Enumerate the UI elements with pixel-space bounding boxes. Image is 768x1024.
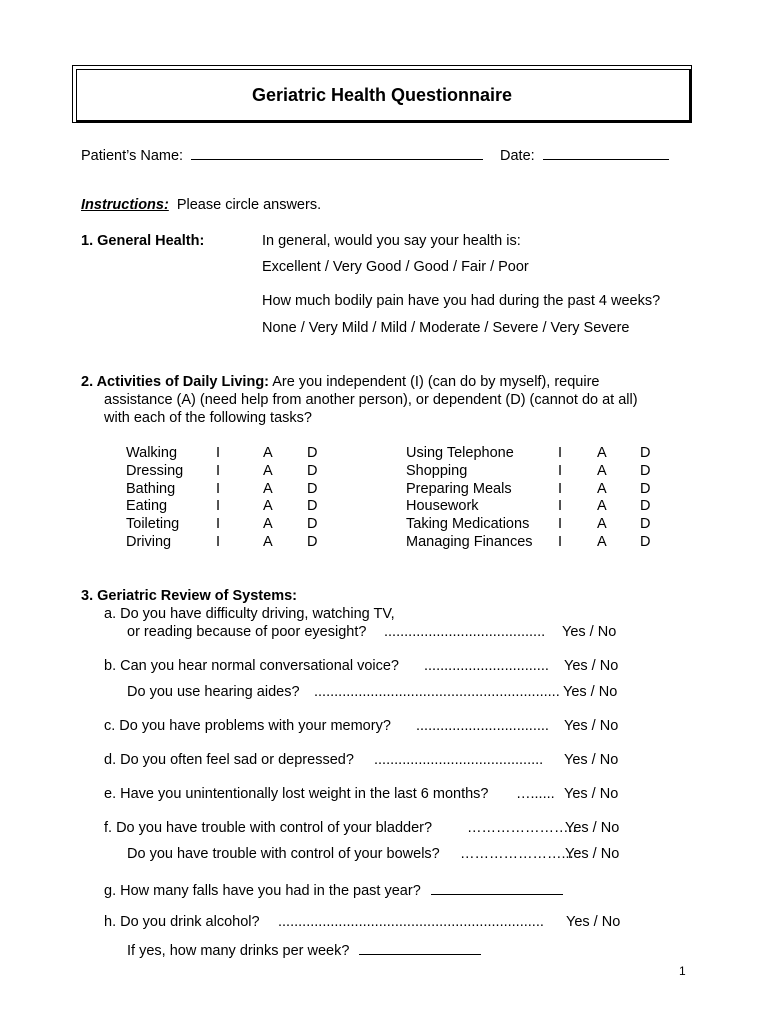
question-e: e. Have you unintentionally lost weight in the last 6 months? <box>104 786 489 802</box>
section2-intro-rest: Are you independent (I) (can do by myself), require <box>272 374 600 390</box>
adl-option-dependent[interactable]: D <box>640 480 651 497</box>
adl-task-right: Housework <box>406 498 479 515</box>
pain-answers[interactable]: None / Very Mild / Mild / Moderate / Severe / Very Severe <box>262 320 630 336</box>
instructions-text: Please circle answers. <box>176 197 322 213</box>
adl-option-dependent[interactable]: D <box>640 498 651 515</box>
adl-option-independent[interactable]: I <box>558 445 563 461</box>
question-e-dots: …...... <box>516 786 555 802</box>
adl-option-dependent[interactable]: D <box>307 516 318 533</box>
date-field[interactable] <box>543 145 669 160</box>
question-g-row <box>104 880 563 899</box>
adl-option-assistance[interactable]: A <box>597 480 607 497</box>
date-label: Date: <box>500 148 535 164</box>
general-health-question: In general, would you say your health is: <box>262 233 521 249</box>
adl-option-dependent[interactable]: D <box>640 534 651 550</box>
adl-option-dependent[interactable]: D <box>307 445 318 461</box>
adl-option-dependent[interactable]: D <box>307 462 318 479</box>
section2-intro-line2: assistance (A) (need help from another person), or dependent (D) (cannot do at all) <box>104 392 638 408</box>
section3-heading: 3. Geriatric Review of Systems: <box>81 588 297 604</box>
adl-option-independent[interactable]: I <box>216 480 221 497</box>
question-c-answer[interactable]: Yes / No <box>564 718 619 734</box>
adl-option-assistance[interactable]: A <box>597 516 607 533</box>
adl-option-independent[interactable]: I <box>558 480 563 497</box>
adl-task-left: Toileting <box>126 516 180 533</box>
section2-intro-line1 <box>81 374 599 390</box>
section1-heading: 1. General Health: <box>81 233 205 249</box>
question-h: h. Do you drink alcohol? <box>104 914 260 930</box>
adl-option-assistance[interactable]: A <box>597 498 607 515</box>
adl-option-dependent[interactable]: D <box>307 534 318 550</box>
adl-option-independent[interactable]: I <box>216 498 221 515</box>
adl-task-right: Shopping <box>406 462 468 479</box>
question-f2-dots: …………………... <box>460 846 574 862</box>
adl-option-assistance[interactable]: A <box>263 480 273 497</box>
adl-task-left: Driving <box>126 534 172 550</box>
question-a-line2: or reading because of poor eyesight? <box>127 624 367 640</box>
section2-heading: 2. Activities of Daily Living: <box>81 374 270 390</box>
drinks-per-week-field[interactable] <box>359 940 481 955</box>
question-d-answer[interactable]: Yes / No <box>564 752 619 768</box>
question-b: b. Can you hear normal conversational voice? <box>104 658 399 674</box>
question-d: d. Do you often feel sad or depressed? <box>104 752 354 768</box>
adl-task-left: Walking <box>126 445 178 461</box>
adl-task-right: Using Telephone <box>406 445 514 461</box>
section2-intro-line3: with each of the following tasks? <box>104 410 312 426</box>
question-f-answer[interactable]: Yes / No <box>565 820 620 836</box>
adl-option-assistance[interactable]: A <box>263 462 273 479</box>
adl-option-assistance[interactable]: A <box>263 534 273 550</box>
adl-option-dependent[interactable]: D <box>307 498 318 515</box>
question-c: c. Do you have problems with your memory? <box>104 718 391 734</box>
falls-count-field[interactable] <box>431 880 563 895</box>
adl-option-assistance[interactable]: A <box>263 516 273 533</box>
question-b2-answer[interactable]: Yes / No <box>563 684 618 700</box>
question-h-answer[interactable]: Yes / No <box>566 914 621 930</box>
question-f: f. Do you have trouble with control of your bladder? <box>104 820 433 836</box>
page-title: Geriatric Health Questionnaire <box>251 85 513 105</box>
instructions-row <box>81 197 321 213</box>
adl-task-left: Bathing <box>126 480 176 497</box>
adl-option-dependent[interactable]: D <box>640 462 651 479</box>
question-a-answer[interactable]: Yes / No <box>562 624 617 640</box>
question-b-answer[interactable]: Yes / No <box>564 658 619 674</box>
adl-option-independent[interactable]: I <box>216 445 221 461</box>
adl-option-assistance[interactable]: A <box>597 462 607 479</box>
adl-option-independent[interactable]: I <box>558 498 563 515</box>
patient-name-field[interactable] <box>191 145 483 160</box>
adl-option-independent[interactable]: I <box>216 462 221 479</box>
general-health-answers[interactable]: Excellent / Very Good / Good / Fair / Poor <box>262 259 529 275</box>
question-f2: Do you have trouble with control of your bowels? <box>127 846 440 862</box>
adl-task-right: Preparing Meals <box>406 480 512 497</box>
patient-name-label: Patient’s Name: <box>81 148 184 164</box>
question-h2-row <box>127 940 481 959</box>
question-f-dots: ………………….. <box>467 820 577 836</box>
adl-option-independent[interactable]: I <box>216 534 221 550</box>
title-box <box>72 65 692 123</box>
question-f2-answer[interactable]: Yes / No <box>565 846 620 862</box>
adl-option-independent[interactable]: I <box>558 516 563 533</box>
question-e-answer[interactable]: Yes / No <box>564 786 619 802</box>
question-g: g. How many falls have you had in the past year? <box>104 883 421 899</box>
question-a-dots: ........................................ <box>384 624 546 640</box>
adl-option-assistance[interactable]: A <box>597 534 607 550</box>
adl-task-left: Eating <box>126 498 168 515</box>
question-h2: If yes, how many drinks per week? <box>127 943 350 959</box>
adl-option-assistance[interactable]: A <box>263 445 273 461</box>
page-number: 1 <box>679 964 686 978</box>
adl-task-right: Taking Medications <box>406 516 530 533</box>
instructions-label: Instructions: <box>81 197 169 213</box>
adl-option-independent[interactable]: I <box>558 534 563 550</box>
pain-question: How much bodily pain have you had during the past 4 weeks? <box>262 293 661 309</box>
question-b2-dots: ............................................................. <box>314 684 560 700</box>
adl-option-dependent[interactable]: D <box>640 516 651 533</box>
adl-option-assistance[interactable]: A <box>597 445 607 461</box>
adl-option-dependent[interactable]: D <box>640 445 651 461</box>
adl-option-assistance[interactable]: A <box>263 498 273 515</box>
question-c-dots: ................................. <box>416 718 549 734</box>
question-a-line1: a. Do you have difficulty driving, watching TV, <box>104 606 395 622</box>
adl-option-independent[interactable]: I <box>558 462 563 479</box>
question-h-dots: .................................................................. <box>278 914 544 930</box>
patient-name-row <box>81 145 483 164</box>
question-d-dots: .......................................... <box>374 752 544 768</box>
adl-task-left: Dressing <box>126 462 184 479</box>
adl-option-dependent[interactable]: D <box>307 480 318 497</box>
question-b2: Do you use hearing aides? <box>127 684 300 700</box>
adl-option-independent[interactable]: I <box>216 516 221 533</box>
question-b-dots: ............................... <box>424 658 549 674</box>
date-row <box>500 145 669 164</box>
adl-task-right: Managing Finances <box>406 534 533 550</box>
